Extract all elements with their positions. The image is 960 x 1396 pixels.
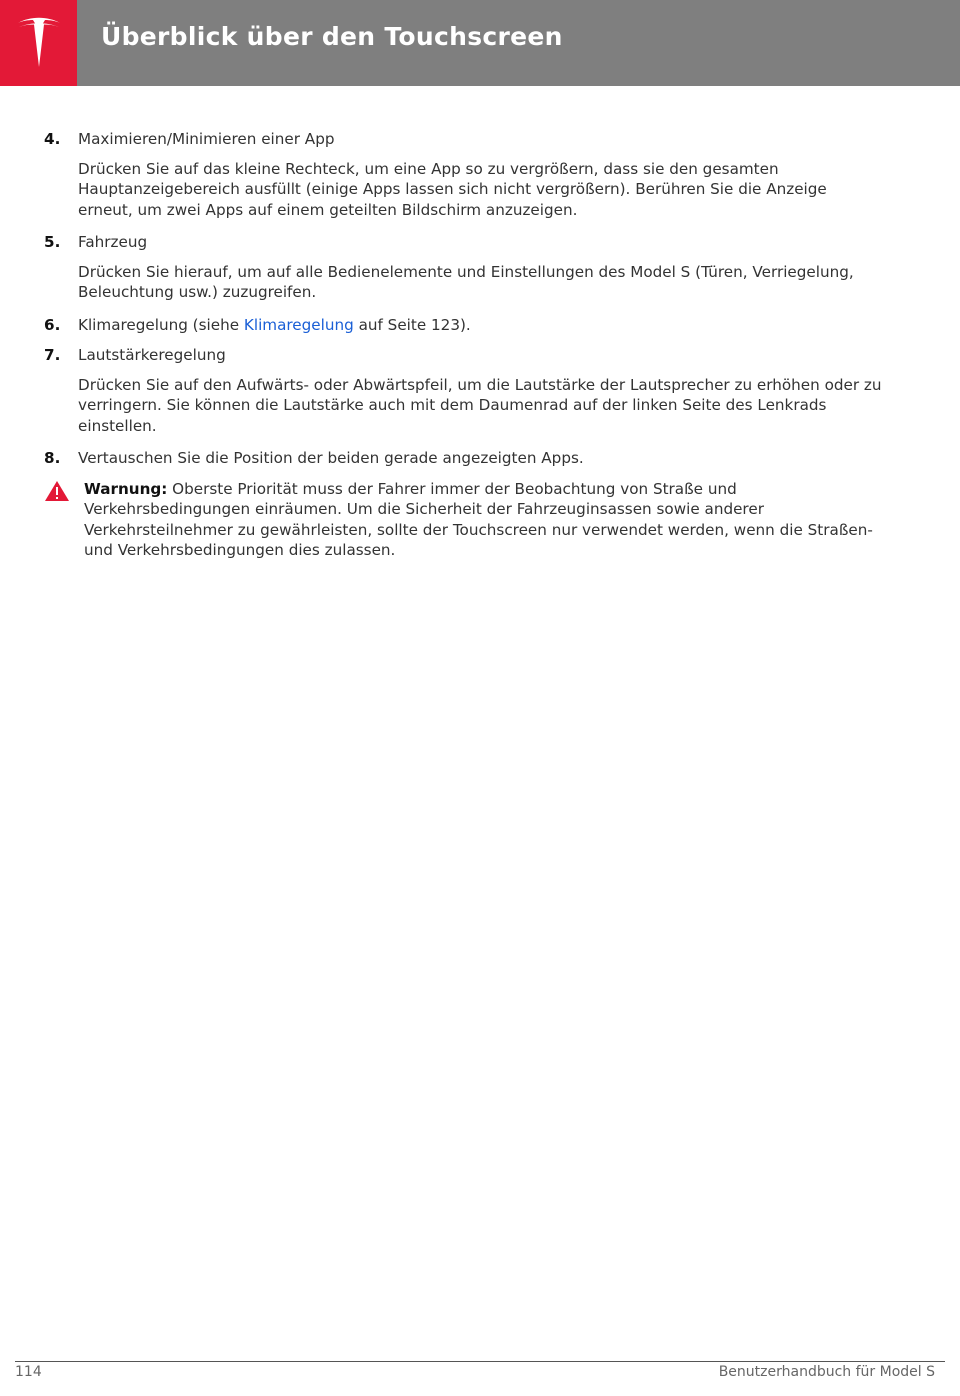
item-number: 6.	[44, 315, 61, 334]
item-title: Vertauschen Sie die Position der beiden gerade angezeigten Apps.	[78, 449, 584, 467]
item-number: 7.	[44, 346, 61, 364]
warning-triangle-icon	[44, 480, 70, 502]
climate-control-link[interactable]: Klimaregelung	[243, 315, 354, 334]
item-text-after: auf Seite 123).	[353, 315, 471, 334]
list-item	[44, 129, 884, 150]
page-number: 114	[15, 1364, 42, 1380]
item-number: 5.	[44, 233, 61, 251]
logo-box	[0, 0, 77, 86]
item-text-before: Klimaregelung (siehe	[78, 315, 244, 334]
warning-label: Warnung:	[84, 479, 168, 498]
list-item	[44, 315, 884, 336]
manual-title: Benutzerhandbuch für Model S	[718, 1364, 935, 1380]
page-title: Überblick über den Touchscreen	[101, 22, 563, 51]
item-title: Lautstärkeregelung	[78, 346, 226, 364]
item-description: Drücken Sie hierauf, um auf alle Bedienelemente und Einstellungen des Model S (Türen, Verriegelung, Beleuchtung usw.) zuzugreifen.	[78, 262, 854, 301]
item-description: Drücken Sie auf den Aufwärts- oder Abwärtspfeil, um die Lautstärke der Lautsprecher zu erhöhen oder zu verringern. Sie können die Lautstärke auch mit dem Daumenrad auf der linken Seite des Lenkrads einstellen.	[78, 375, 882, 435]
content	[44, 129, 884, 561]
warning-text: Oberste Priorität muss der Fahrer immer der Beobachtung von Straße und Verkehrsbedingungen einräumen. Um die Sicherheit der Fahrzeuginsassen sowie anderer Verkehrsteilnehmer zu gewährleisten, sollte der Touchscreen nur verwendet werden, wenn die Straßen- und Verkehrsbedingungen dies zulassen.	[84, 479, 873, 559]
item-description: Drücken Sie auf das kleine Rechteck, um eine App so zu vergrößern, dass sie den gesamten Hauptanzeigebereich ausfüllt (einige Apps lassen sich nicht vergrößern). Berühren Sie die Anzeige erneut, um zwei Apps auf einem geteilten Bildschirm anzuzeigen.	[78, 159, 827, 219]
footer-divider	[15, 1361, 945, 1362]
warning-box	[44, 479, 884, 561]
tesla-logo-icon	[16, 17, 62, 69]
item-title: Maximieren/Minimieren einer App	[78, 130, 335, 148]
item-number: 4.	[44, 130, 61, 148]
item-number: 8.	[44, 449, 61, 467]
header-bar	[77, 0, 960, 86]
item-title: Fahrzeug	[78, 233, 148, 251]
list-item	[44, 232, 884, 253]
list-item	[44, 448, 884, 469]
list-item	[44, 345, 884, 366]
